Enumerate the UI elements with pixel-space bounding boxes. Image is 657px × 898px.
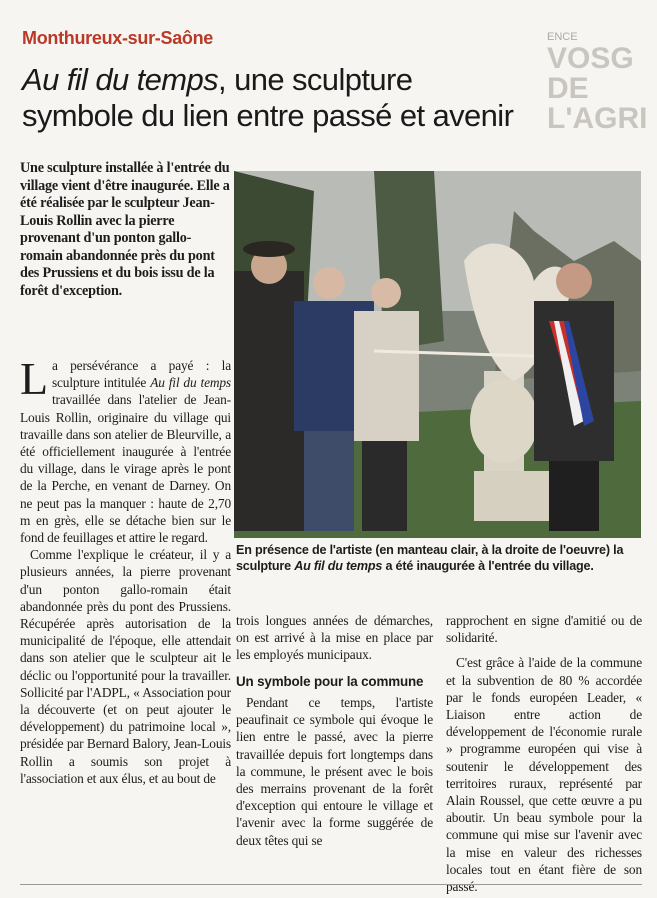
article-headline [22,62,652,134]
column-2 [236,612,433,849]
col2-paragraph-2: Pendant ce temps, l'artiste peaufinait ce symbole qui évoque le lien entre le passé, avec la pierre travaillée depuis fort longtemps dans la commune, le présent avec le bois des merrains provenant de la forêt d'exception qui entoure le village et l'avenir avec la forme suggérée de deux têtes qui se [236,695,433,848]
photo-illustration [234,171,641,538]
headline-italic: Au fil du temps [22,62,219,97]
para1-text-a: a persévérance a payé : la sculpture intitulée [51,358,231,391]
col2-paragraph-1: trois longues années de démarches, on est arrivé à la mise en place par les employés municipaux. [236,613,433,663]
headline-rest: , une sculpture [218,62,413,97]
bleed-line-2: DE L'AGRI [547,72,648,130]
bleed-small-text: ENCE [547,31,578,43]
caption-text-a: En présence de l'artiste (en manteau clair, à la droite de l'oeuvre) la sculpture [236,543,624,574]
column-3 [446,612,642,895]
caption-italic: Au fil du temps [294,559,383,574]
paragraph-2: Comme l'explique le créateur, il y a plusieurs années, la pierre provenant d'un ponton gallo-romain était abandonnée près du pont des Prussiens. Récupérée après autorisation de la municipalité de l'époque, elle attendait dans son atelier que le sculpteur ait le déclic ou l'opportunité pour la travailler. Sollicité par l'ADPL, « Association pour la découverte (et on peut ajouter le développement) du patrimoine local », présidée par Bernard Balory, Jean-Louis Rollin a soumis son projet à l'association et aux élus, et au bout de [20,547,231,786]
paragraph-1 [20,353,231,546]
article-photo [234,171,641,538]
bottom-rule [20,884,642,885]
photo-caption [236,542,638,575]
para1-text-b: travaillée dans l'atelier de Jean-Louis Rollin, originaire du village qui travaille dans son atelier de Bleurville, a été officiellement inaugurée à l'entrée du village, dans le virage après le pont de la Perche, en venant de Darney. On ne peut pas la manquer : haute de 2,70 m en grès, elle se détache bien sur le fond de feuillages et attire le regard. [20,392,231,546]
headline-line-2: symbole du lien entre passé et avenir [22,98,514,133]
column-1 [20,353,231,787]
caption-text-b: a été inaugurée à l'entrée du village. [382,559,594,574]
para1-italic: Au fil du temps [150,375,231,391]
col3-paragraph-1: rapprochent en signe d'amitié ou de solidarité. [446,613,642,646]
article-kicker: Monthureux-sur-Saône [22,28,214,48]
section-subhead: Un symbole pour la commune [236,673,424,689]
bleed-line-1: VOSG [547,42,634,75]
article-lead: Une sculpture installée à l'entrée du village vient d'être inaugurée. Elle a été réalisée par le sculpteur Jean-Louis Rollin avec la pierre provenant d'un ponton gallo-romain abandonnée près du pont des Prussiens et du bois issu de la forêt d'exception. [20,160,230,299]
col3-paragraph-2: C'est grâce à l'aide de la commune et la subvention de 80 % accordée par le fonds européen Leader, « Liaison entre action de développement de l'économie rurale » programme européen qui vise à soutenir le développement des territoires ruraux, représenté par Alain Roussel, que cette œuvre a pu aboutir. Un beau symbole pour la commune qui mise sur l'avenir avec la mise en valeur des richesses locales tout en étant fière de son passé. [446,655,642,895]
drop-cap: L [20,353,48,404]
